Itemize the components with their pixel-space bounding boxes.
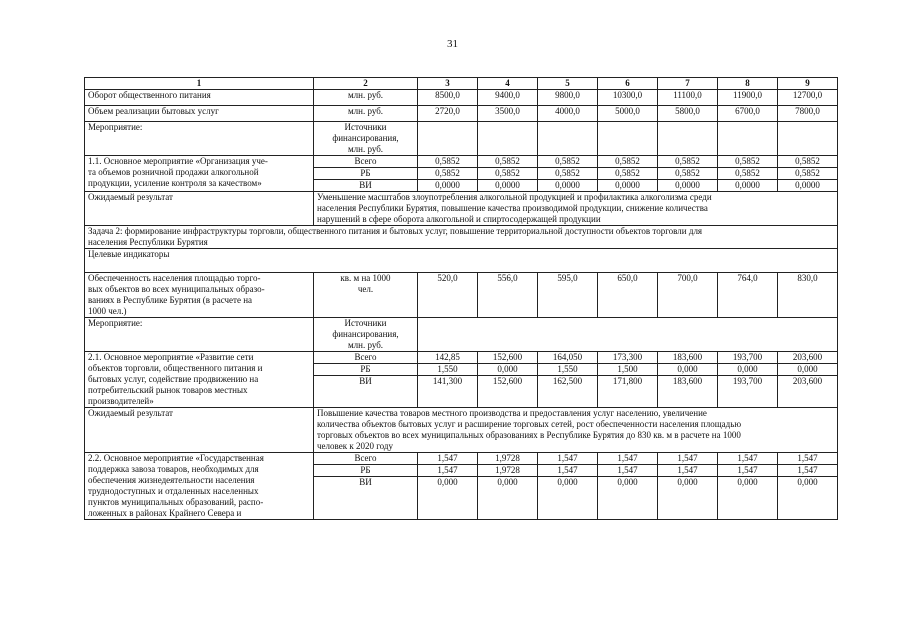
source-cell: РБ: [314, 168, 418, 180]
sources-cell: [314, 318, 418, 352]
value-cell: 0,000: [478, 364, 538, 376]
empty-cell: [538, 122, 598, 156]
value-cell: 0,000: [778, 477, 838, 520]
value-cell: 171,800: [598, 376, 658, 408]
value-cell: 0,0000: [538, 180, 598, 192]
measure-line: продукции, усиление контроля за качеством»: [88, 178, 262, 188]
unit-cell: млн. руб.: [314, 90, 418, 106]
value-cell: 152,600: [478, 376, 538, 408]
value-cell: 9800,0: [538, 90, 598, 106]
row-label: [85, 273, 314, 318]
value-cell: 141,300: [418, 376, 478, 408]
source-cell: ВИ: [314, 376, 418, 408]
row-label: Объем реализации бытовых услуг: [85, 106, 314, 122]
measure-line: ложенных в районах Крайнего Севера и: [88, 508, 242, 518]
value-cell: 0,5852: [658, 168, 718, 180]
empty-cell: [658, 122, 718, 156]
value-cell: 0,5852: [598, 156, 658, 168]
row-label: Ожидаемый результат: [85, 192, 314, 226]
value-cell: 193,700: [718, 376, 778, 408]
unit-cell: [314, 273, 418, 318]
table-row: [85, 192, 838, 226]
value-cell: 1,547: [658, 465, 718, 477]
measure-line: пунктов муниципальных образований, распо-: [88, 497, 264, 507]
measure-line: потребительский рынок товаров местных: [88, 385, 248, 395]
table-row: [85, 156, 838, 168]
unit-line: чел.: [357, 284, 374, 294]
sources-line: млн. руб.: [347, 144, 384, 154]
sources-line: финансирования,: [332, 329, 399, 339]
value-cell: 4000,0: [538, 106, 598, 122]
source-cell: Всего: [314, 453, 418, 465]
table-row: [85, 122, 838, 156]
value-cell: 0,000: [478, 477, 538, 520]
table-row: [85, 106, 838, 122]
value-cell: 556,0: [478, 273, 538, 318]
value-cell: 0,0000: [778, 180, 838, 192]
empty-cell: [718, 122, 778, 156]
source-cell: РБ: [314, 364, 418, 376]
value-cell: 0,000: [658, 364, 718, 376]
value-cell: 152,600: [478, 352, 538, 364]
value-cell: 173,300: [598, 352, 658, 364]
row-label: Мероприятие:: [85, 122, 314, 156]
value-cell: 0,000: [598, 477, 658, 520]
value-cell: 1,547: [598, 453, 658, 465]
text-line: Повышение качества товаров местного производства и предоставления услуг населению, увеличение: [317, 408, 707, 418]
value-cell: 0,000: [718, 477, 778, 520]
source-cell: РБ: [314, 465, 418, 477]
table-row: [85, 318, 838, 352]
measure-line: 2.1. Основное мероприятие «Развитие сети: [88, 352, 254, 362]
text-line: населения Республики Бурятия: [88, 237, 208, 247]
task-text: [85, 226, 838, 249]
value-cell: 0,0000: [598, 180, 658, 192]
empty-cell: [418, 318, 838, 352]
value-cell: 1,547: [598, 465, 658, 477]
value-cell: 830,0: [778, 273, 838, 318]
value-cell: 0,5852: [418, 168, 478, 180]
row-label: Оборот общественного питания: [85, 90, 314, 106]
program-table: [84, 77, 838, 520]
value-cell: 0,5852: [778, 156, 838, 168]
value-cell: 0,5852: [418, 156, 478, 168]
value-cell: 5800,0: [658, 106, 718, 122]
value-cell: 1,550: [418, 364, 478, 376]
header-cell: 7: [658, 78, 718, 90]
value-cell: 162,500: [538, 376, 598, 408]
measure-label: [85, 156, 314, 192]
measure-line: поддержка завоза товаров, необходимых для: [88, 464, 259, 474]
value-cell: 183,600: [658, 352, 718, 364]
row-label: Ожидаемый результат: [85, 408, 314, 453]
value-cell: 650,0: [598, 273, 658, 318]
measure-line: бытовых услуг, содействие продвижению на: [88, 374, 259, 384]
value-cell: 164,050: [538, 352, 598, 364]
table-row: [85, 352, 838, 364]
value-cell: 520,0: [418, 273, 478, 318]
label-line: Обеспеченность населения площадью торго-: [88, 273, 261, 283]
source-cell: ВИ: [314, 477, 418, 520]
value-cell: 7800,0: [778, 106, 838, 122]
sources-line: Источники: [344, 122, 387, 132]
value-cell: 1,547: [718, 465, 778, 477]
table-row: [85, 273, 838, 318]
value-cell: 0,5852: [538, 168, 598, 180]
value-cell: 0,0000: [418, 180, 478, 192]
value-cell: 0,5852: [538, 156, 598, 168]
value-cell: 2720,0: [418, 106, 478, 122]
value-cell: 1,547: [418, 453, 478, 465]
value-cell: 203,600: [778, 376, 838, 408]
value-cell: 0,000: [778, 364, 838, 376]
value-cell: 1,547: [718, 453, 778, 465]
value-cell: 183,600: [658, 376, 718, 408]
text-line: торговых объектов во всех муниципальных образованиях в Республике Бурятия до 830 кв. м в расчете на 1000: [317, 430, 741, 440]
measure-label: [85, 352, 314, 408]
empty-cell: [418, 122, 478, 156]
value-cell: 12700,0: [778, 90, 838, 106]
empty-cell: [598, 122, 658, 156]
measure-line: 2.2. Основное мероприятие «Государственная: [88, 453, 264, 463]
value-cell: 11100,0: [658, 90, 718, 106]
value-cell: 1,547: [538, 465, 598, 477]
value-cell: 1,547: [778, 453, 838, 465]
text-line: населения Республики Бурятия, повышение качества производимой продукции, снижение количества: [317, 203, 708, 213]
value-cell: 11900,0: [718, 90, 778, 106]
task-row: [85, 226, 838, 249]
header-cell: 5: [538, 78, 598, 90]
sources-line: млн. руб.: [347, 340, 384, 350]
header-cell: 6: [598, 78, 658, 90]
value-cell: 0,5852: [658, 156, 718, 168]
value-cell: 1,547: [778, 465, 838, 477]
source-cell: ВИ: [314, 180, 418, 192]
value-cell: 193,700: [718, 352, 778, 364]
empty-cell: [478, 122, 538, 156]
sources-line: Источники: [344, 318, 387, 328]
value-cell: 0,5852: [478, 168, 538, 180]
value-cell: 8500,0: [418, 90, 478, 106]
value-cell: 0,5852: [478, 156, 538, 168]
value-cell: 1,547: [658, 453, 718, 465]
value-cell: 0,000: [658, 477, 718, 520]
value-cell: 0,000: [538, 477, 598, 520]
table-row: [85, 408, 838, 453]
value-cell: 1,547: [418, 465, 478, 477]
table-row: [85, 90, 838, 106]
value-cell: 0,5852: [718, 168, 778, 180]
value-cell: 1,547: [538, 453, 598, 465]
value-cell: 142,85: [418, 352, 478, 364]
unit-cell: млн. руб.: [314, 106, 418, 122]
value-cell: 6700,0: [718, 106, 778, 122]
value-cell: 1,9728: [478, 465, 538, 477]
header-cell: 8: [718, 78, 778, 90]
label-line: 1000 чел.): [88, 306, 127, 316]
page-number: 31: [447, 38, 458, 50]
value-cell: 0,000: [418, 477, 478, 520]
sources-line: финансирования,: [332, 133, 399, 143]
source-cell: Всего: [314, 156, 418, 168]
value-cell: 10300,0: [598, 90, 658, 106]
label-line: ваниях в Республике Бурятия (в расчете на: [88, 295, 253, 305]
measure-label: [85, 453, 314, 520]
value-cell: 0,5852: [718, 156, 778, 168]
expected-result-text: [314, 192, 838, 226]
value-cell: 0,000: [718, 364, 778, 376]
value-cell: 1,9728: [478, 453, 538, 465]
unit-line: кв. м на 1000: [340, 273, 391, 283]
text-line: Уменьшение масштабов злоупотребления алкогольной продукцией и профилактика алкоголизма среди: [317, 192, 712, 202]
measure-line: обеспечения жизнедеятельности населения: [88, 475, 255, 485]
value-cell: 0,5852: [778, 168, 838, 180]
value-cell: 5000,0: [598, 106, 658, 122]
value-cell: 700,0: [658, 273, 718, 318]
targets-row: [85, 249, 838, 273]
value-cell: 0,0000: [478, 180, 538, 192]
sources-cell: [314, 122, 418, 156]
table-row: [85, 453, 838, 465]
header-row: [85, 78, 838, 90]
value-cell: 0,5852: [598, 168, 658, 180]
value-cell: 0,0000: [718, 180, 778, 192]
value-cell: 1,500: [598, 364, 658, 376]
value-cell: 0,0000: [658, 180, 718, 192]
measure-line: труднодоступных и отдаленных населенных: [88, 486, 259, 496]
row-label: Мероприятие:: [85, 318, 314, 352]
measure-line: та объемов розничной продажи алкогольной: [88, 167, 259, 177]
header-cell: 9: [778, 78, 838, 90]
value-cell: 764,0: [718, 273, 778, 318]
empty-cell: [778, 122, 838, 156]
value-cell: 203,600: [778, 352, 838, 364]
header-cell: 2: [314, 78, 418, 90]
header-cell: 4: [478, 78, 538, 90]
text-line: человек к 2020 году: [317, 441, 393, 451]
value-cell: 9400,0: [478, 90, 538, 106]
measure-line: 1.1. Основное мероприятие «Организация уче-: [88, 156, 268, 166]
value-cell: 595,0: [538, 273, 598, 318]
source-cell: Всего: [314, 352, 418, 364]
label-line: вых объектов во всех муниципальных образо-: [88, 284, 265, 294]
value-cell: 3500,0: [478, 106, 538, 122]
measure-line: производителей»: [88, 396, 154, 406]
text-line: количества объектов бытовых услуг и расширение торговых сетей, рост обеспеченности населения площадью: [317, 419, 742, 429]
targets-label: Целевые индикаторы: [85, 249, 838, 273]
measure-line: объектов торговли, общественного питания и: [88, 363, 263, 373]
header-cell: 3: [418, 78, 478, 90]
header-cell: 1: [85, 78, 314, 90]
value-cell: 1,550: [538, 364, 598, 376]
expected-result-text: [314, 408, 838, 453]
text-line: нарушений в сфере оборота алкогольной и спиртосодержащей продукции: [317, 214, 601, 224]
text-line: Задача 2: формирование инфраструктуры торговли, общественного питания и бытовых услуг, повышение территориальной доступности объектов торговли для: [88, 226, 703, 236]
